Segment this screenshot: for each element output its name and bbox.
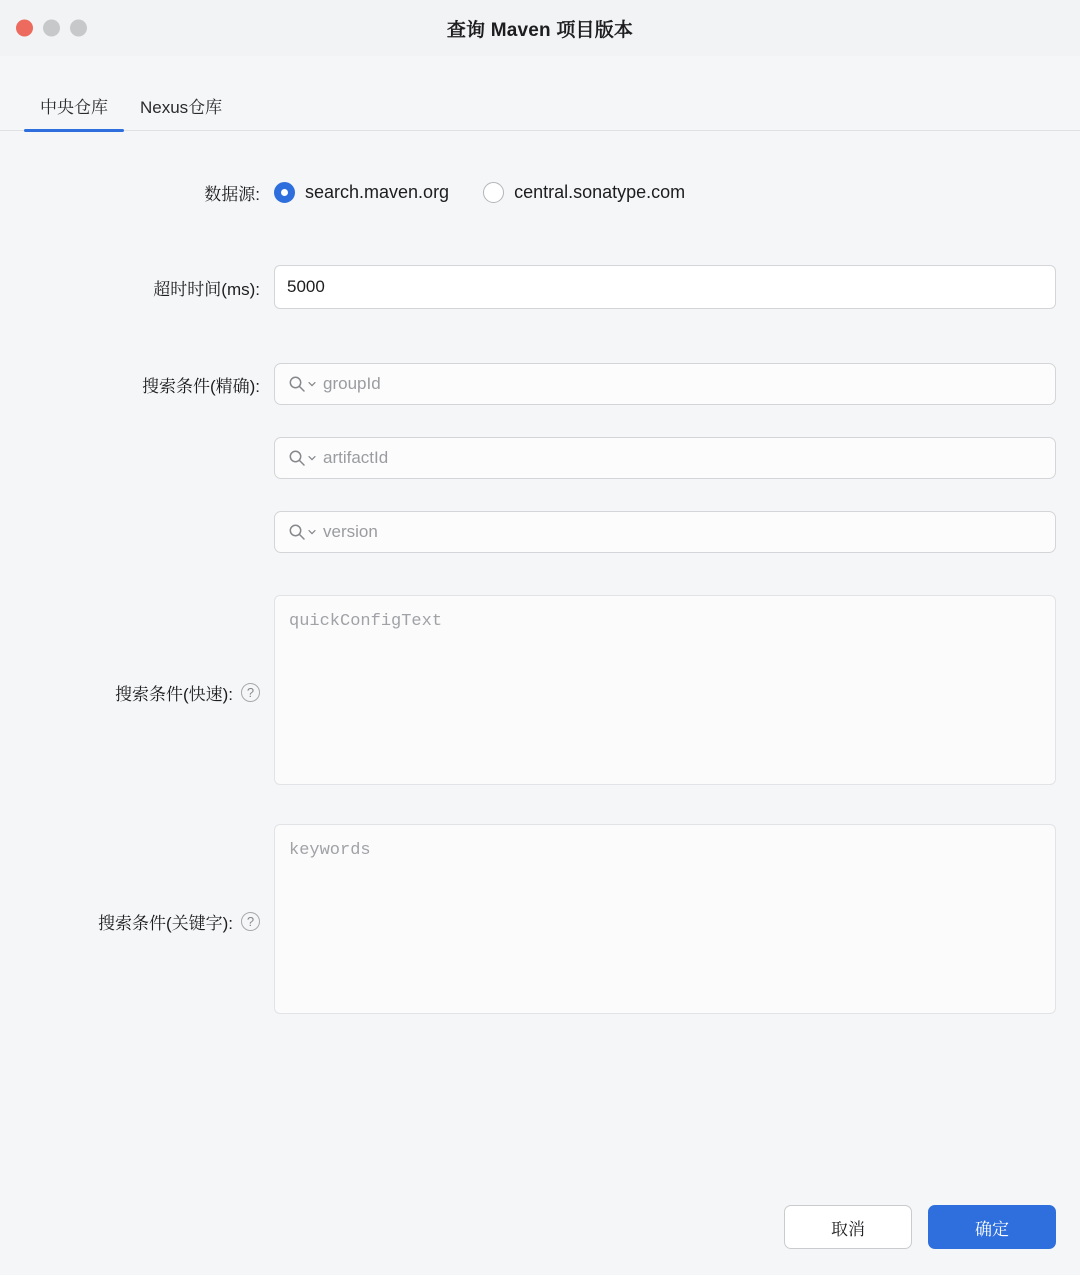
title-bar	[0, 0, 1080, 56]
maximize-window-button[interactable]	[70, 20, 87, 37]
close-window-button[interactable]	[16, 20, 33, 37]
help-icon-keyword-search[interactable]: ?	[241, 912, 260, 931]
group-id-field	[274, 363, 1056, 405]
tab-central-repository[interactable]: 中央仓库	[24, 93, 124, 130]
window-title: 查询 Maven 项目版本	[446, 19, 634, 41]
datasource-label: 数据源:	[204, 184, 260, 204]
group-id-row	[24, 363, 1056, 405]
datasource-radio-group	[274, 182, 1056, 203]
group-id-input[interactable]	[274, 363, 1056, 405]
keyword-search-label-wrap	[24, 909, 274, 934]
form-content	[0, 131, 1080, 1179]
keyword-search-field	[274, 824, 1056, 1019]
quick-search-row	[24, 595, 1056, 790]
quick-search-label-wrap	[24, 680, 274, 705]
exact-search-label: 搜索条件(精确):	[141, 376, 260, 396]
confirm-button[interactable]: 确定	[928, 1205, 1056, 1249]
timeout-input[interactable]	[274, 265, 1056, 309]
quick-search-label: 搜索条件(快速):	[114, 685, 233, 704]
help-icon-quick-search[interactable]: ?	[241, 683, 260, 702]
timeout-label: 超时时间(ms):	[153, 279, 260, 299]
datasource-field	[274, 182, 1056, 203]
traffic-lights	[16, 20, 87, 37]
minimize-window-button[interactable]	[43, 20, 60, 37]
artifact-id-input[interactable]	[274, 437, 1056, 479]
datasource-option-label-2: central.sonatype.com	[514, 181, 686, 202]
datasource-row	[24, 157, 1056, 227]
radio-icon-central-sonatype-com[interactable]	[483, 182, 504, 203]
datasource-option-label-1: search.maven.org	[305, 181, 450, 202]
keyword-search-row	[24, 824, 1056, 1019]
quick-search-field	[274, 595, 1056, 790]
dialog-footer	[0, 1179, 1080, 1275]
datasource-option-search-maven-org[interactable]	[274, 182, 449, 203]
artifact-id-row	[24, 437, 1056, 479]
timeout-row	[24, 265, 1056, 309]
datasource-option-central-sonatype-com[interactable]	[483, 182, 685, 203]
tab-nexus-repository[interactable]: Nexus仓库	[140, 98, 223, 117]
version-row	[24, 511, 1056, 553]
keyword-search-label: 搜索条件(关键字):	[97, 914, 233, 933]
radio-icon-search-maven-org[interactable]	[274, 182, 295, 203]
version-field	[274, 511, 1056, 553]
timeout-field	[274, 265, 1056, 309]
artifact-id-field	[274, 437, 1056, 479]
tab-bar	[0, 56, 1080, 131]
cancel-button[interactable]: 取消	[784, 1205, 912, 1249]
version-input[interactable]	[274, 511, 1056, 553]
keywords-textarea[interactable]	[274, 824, 1056, 1014]
quick-config-text-textarea[interactable]	[274, 595, 1056, 785]
